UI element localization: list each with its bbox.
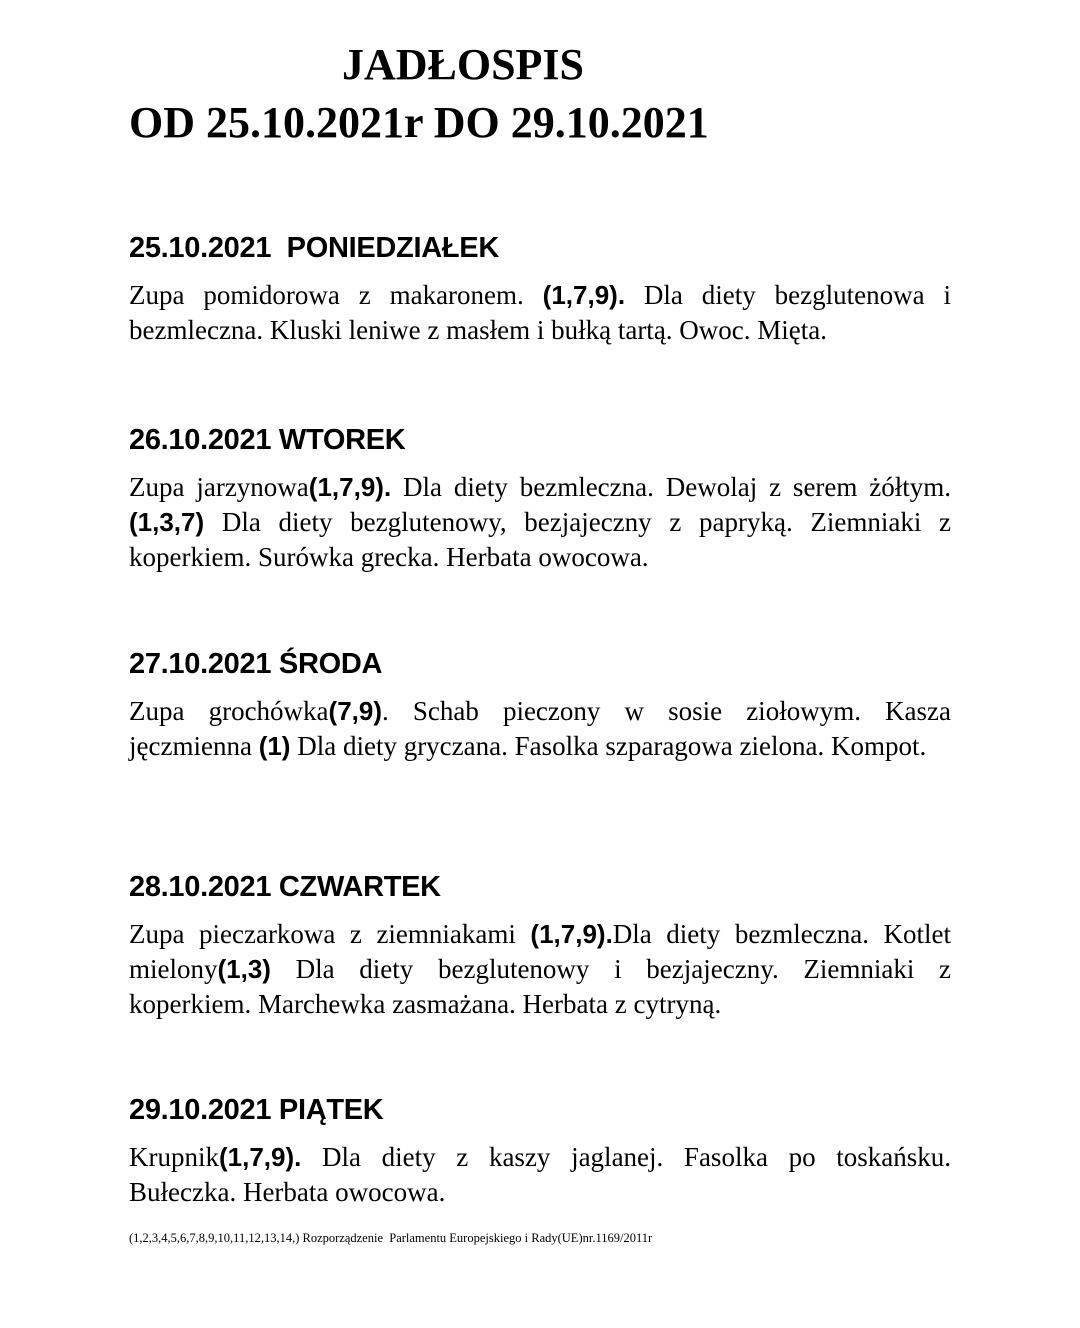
date-range-subtitle: OD 25.10.2021r DO 29.10.2021 (129, 98, 709, 147)
day-section-monday (129, 230, 951, 348)
menu-text-segment: Dla diety bezglutenowa i bezmleczna. Kluski leniwe z masłem i bułką tartą. Owoc. Mięta. (129, 280, 951, 345)
menu-text-segment: Zupa jarzynowa (129, 472, 309, 502)
day-heading: 28.10.2021 CZWARTEK (129, 871, 441, 903)
menu-text-segment: Dla diety gryczana. Fasolka szparagowa zielona. Kompot. (290, 731, 927, 761)
allergen-codes: (1,7,9). (308, 472, 392, 502)
day-menu-text (129, 917, 951, 1022)
allergen-codes: (7,9) (328, 696, 383, 726)
allergen-codes: (1,7,9). (542, 280, 626, 310)
day-menu-text (129, 694, 951, 764)
day-menu-text (129, 278, 951, 348)
day-heading: 29.10.2021 PIĄTEK (129, 1094, 384, 1126)
day-section-thursday (129, 869, 951, 1022)
day-heading: 27.10.2021 ŚRODA (129, 648, 383, 680)
day-heading: 26.10.2021 WTOREK (129, 424, 406, 456)
menu-text-segment: Dla diety z kaszy jaglanej. Fasolka po toskańsku. Bułeczka. Herbata owocowa. (129, 1142, 951, 1207)
day-menu-text (129, 470, 951, 575)
menu-text-segment: Zupa grochówka (129, 696, 329, 726)
day-section-tuesday (129, 422, 951, 575)
day-heading: 25.10.2021 PONIEDZIAŁEK (129, 232, 499, 264)
allergen-codes: (1,3,7) (129, 507, 205, 537)
allergen-regulation-footnote: (1,2,3,4,5,6,7,8,9,10,11,12,13,14,) Rozporządzenie Parlamentu Europejskiego i Rady(UE)nr.1169/2011r (129, 1231, 653, 1245)
allergen-codes: (1,7,9). (530, 919, 613, 949)
menu-text-segment: Krupnik (129, 1142, 219, 1172)
menu-text-segment: Zupa pomidorowa z makaronem. (129, 280, 543, 310)
menu-text-segment: Zupa pieczarkowa z ziemniakami (129, 919, 531, 949)
allergen-codes: (1,3) (217, 954, 271, 984)
allergen-codes: (1,7,9). (219, 1142, 302, 1172)
day-section-friday (129, 1092, 951, 1210)
menu-text-segment: Dla diety bezmleczna. Dewolaj z serem żółtym. (391, 472, 951, 502)
menu-text-segment: Dla diety bezmleczna. Kotlet mielony (129, 919, 951, 984)
day-menu-text (129, 1140, 951, 1210)
menu-text-segment: Dla diety bezglutenowy i bezjajeczny. Ziemniaki z koperkiem. Marchewka zasmażana. Herbata z cytryną. (129, 954, 951, 1019)
day-section-wednesday (129, 646, 951, 764)
page-title: JADŁOSPIS (341, 40, 585, 89)
menu-text-segment: . Schab pieczony w sosie ziołowym. Kasza jęczmienna (129, 696, 951, 761)
menu-text-segment: Dla diety bezglutenowy, bezjajeczny z papryką. Ziemniaki z koperkiem. Surówka grecka. Herbata owocowa. (129, 507, 951, 572)
allergen-codes: (1) (258, 731, 291, 761)
